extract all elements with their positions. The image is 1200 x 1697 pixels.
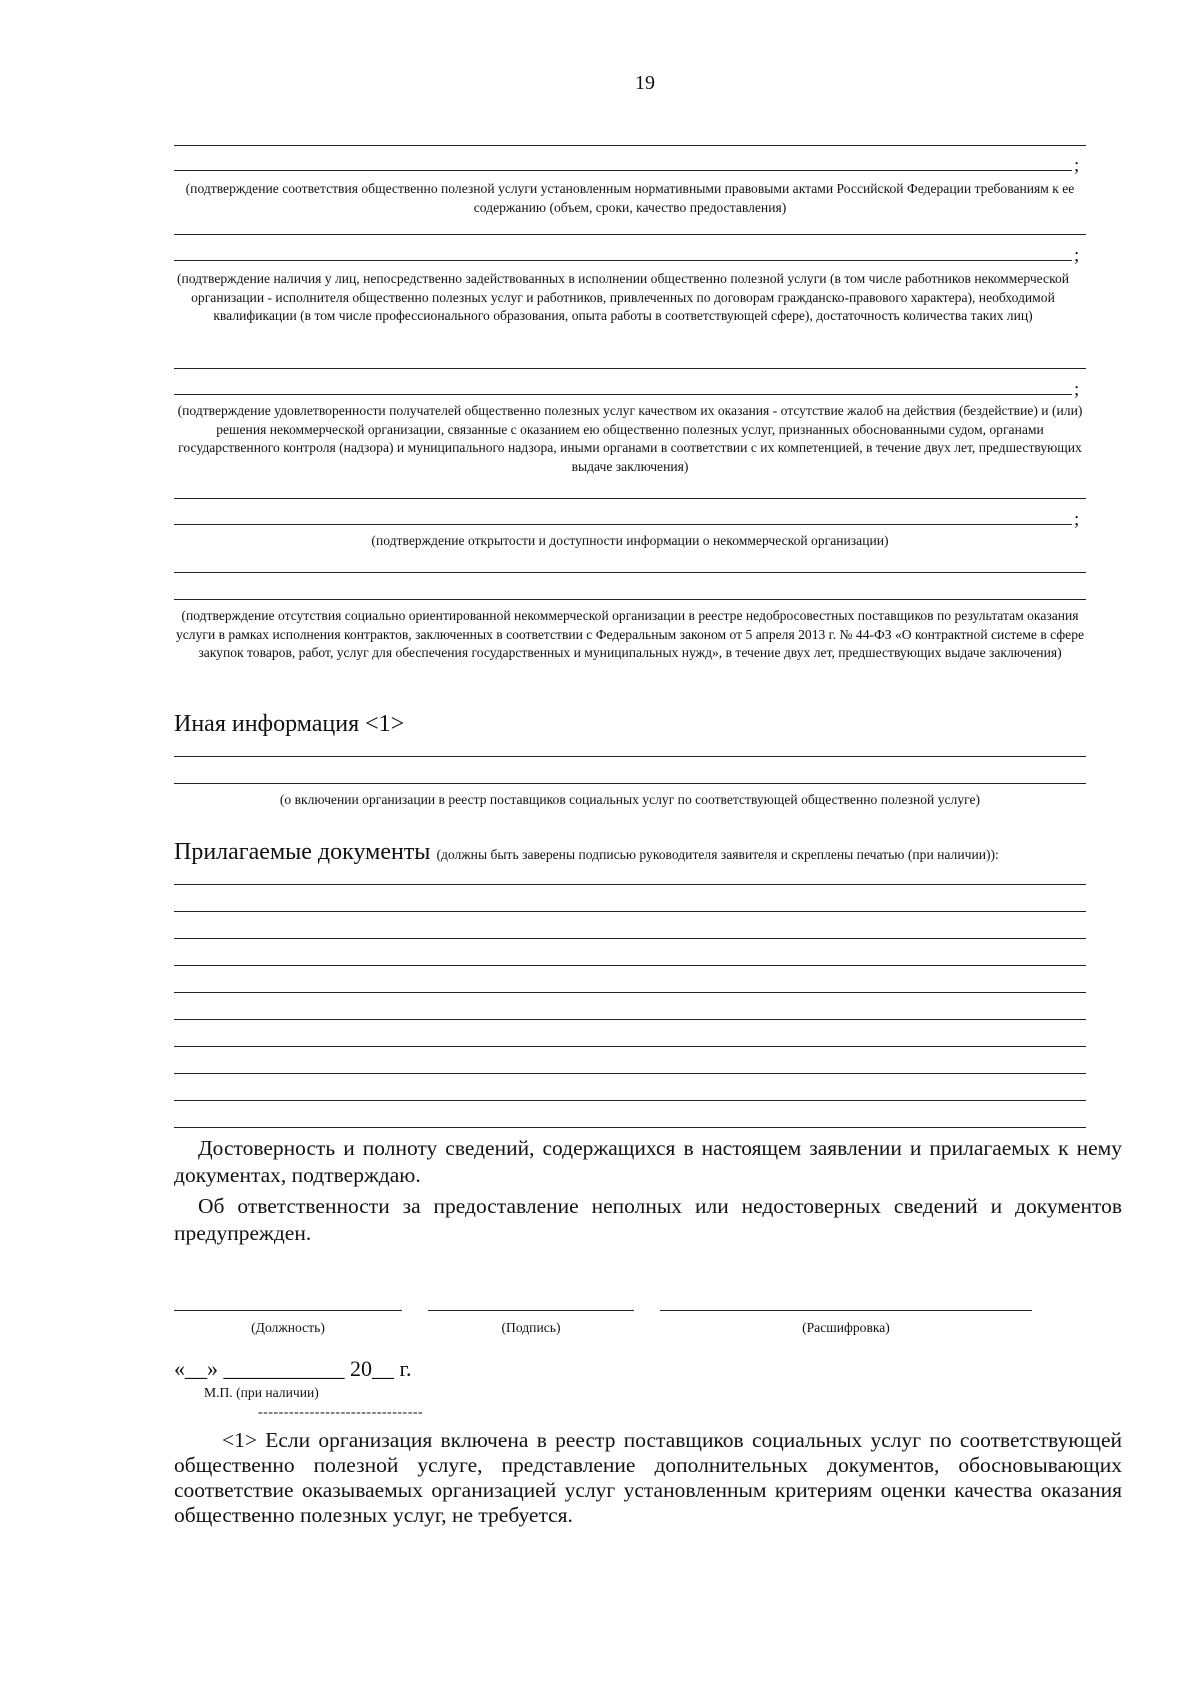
fill-line[interactable] <box>174 884 1086 885</box>
fill-line[interactable] <box>174 524 1072 525</box>
other-info-heading: Иная информация <1> <box>174 711 405 737</box>
fill-line[interactable] <box>174 1127 1086 1128</box>
fill-line[interactable] <box>174 1019 1086 1020</box>
fill-line[interactable] <box>174 992 1086 993</box>
semicolon: ; <box>1074 245 1080 266</box>
page-number: 19 <box>635 72 655 94</box>
caption-unscrupulous-registry: (подтверждение отсутствия социально ориентированной некоммерческой организации в реестре недобросовестных поставщиков по результатам оказания услуги в рамках исполнения контрактов, заключенных в соответствии с Федеральным законом от 5 апреля 2013 г. № 44-ФЗ «О контрактной системе в сфере закупок товаров, работ, услуг для обеспечения государственных и муниципальных нужд», в течение двух лет, предшествующих выдаче заключения) <box>175 608 1085 660</box>
position-line[interactable] <box>174 1310 402 1311</box>
fill-line[interactable] <box>174 368 1086 369</box>
caption-staff-qualification: (подтверждение наличия у лиц, непосредственно задействованных в исполнении общественно полезной услуги (в том числе работников некоммерческой организации - исполнителя общественно полезных услуг и работников, привлеченных по договорам гражданско-правового характера), необходимой квалификации (в том числе профессионального образования, опыта работы в соответствующей сфере), достаточность количества таких лиц) <box>176 271 1070 323</box>
footnote-separator: -------------------------------- <box>258 1405 424 1420</box>
caption-openness: (подтверждение открытости и доступности информации о некоммерческой организации) <box>371 533 889 548</box>
responsibility-paragraph: Об ответственности за предоставление неполных или недостоверных сведений и документов предупрежден. <box>174 1194 1122 1245</box>
semicolon: ; <box>1074 379 1080 400</box>
fill-line[interactable] <box>174 1073 1086 1074</box>
signature-label: (Подпись) <box>501 1320 561 1335</box>
fill-line[interactable] <box>174 572 1086 573</box>
reliability-paragraph: Достоверность и полноту сведений, содержащихся в настоящем заявлении и прилагаемых к нему документах, подтверждаю. <box>174 1136 1122 1187</box>
fill-line[interactable] <box>174 1100 1086 1101</box>
caption-registry-inclusion: (о включении организации в реестр поставщиков социальных услуг по соответствующей общественно полезной услуге) <box>279 792 981 807</box>
fill-line[interactable] <box>174 260 1072 261</box>
semicolon: ; <box>1074 155 1080 176</box>
signature-line[interactable] <box>428 1310 634 1311</box>
fill-line[interactable] <box>174 756 1086 757</box>
fill-line[interactable] <box>174 170 1072 171</box>
fill-line[interactable] <box>174 783 1086 784</box>
fill-line[interactable] <box>174 394 1072 395</box>
position-label: (Должность) <box>251 1320 325 1335</box>
fill-line[interactable] <box>174 234 1086 235</box>
date-line[interactable]: «__» ___________ 20__ г. <box>174 1356 412 1381</box>
semicolon: ; <box>1074 509 1080 530</box>
fill-line[interactable] <box>174 145 1086 146</box>
caption-recipient-satisfaction: (подтверждение удовлетворенности получателей общественно полезных услуг качеством их оказания - отсутствие жалоб на действия (бездействие) и (или) решения некоммерческой организации, связанные с оказанием ею общественно полезных услуг, признанных обоснованными судом, органами государственного контроля (надзора) и муниципального надзора, иными органами в соответствии с их компетенцией, в течение двух лет, предшествующих выдаче заключения) <box>177 403 1083 474</box>
caption-service-compliance: (подтверждение соответствия общественно полезной услуги установленным нормативными правовыми актами Российской Федерации требованиям к ее содержанию (объем, сроки, качество предоставления) <box>185 181 1075 215</box>
attached-docs-heading <box>174 838 999 869</box>
footnote: <1> Если организация включена в реестр поставщиков социальных услуг по соответствующей общественно полезной услуге, представление дополнительных документов, обосновывающих соответствие оказываемых организацией услуг установленным критериям оценки качества оказания общественно полезных услуг, не требуется. <box>174 1428 1122 1527</box>
seal-note: М.П. (при наличии) <box>204 1385 319 1400</box>
decryption-line[interactable] <box>660 1310 1032 1311</box>
attached-docs-note: (должны быть заверены подписью руководителя заявителя и скреплены печатью (при наличии)): <box>436 847 999 862</box>
fill-line[interactable] <box>174 498 1086 499</box>
fill-line[interactable] <box>174 1046 1086 1047</box>
fill-line[interactable] <box>174 938 1086 939</box>
fill-line[interactable] <box>174 599 1086 600</box>
decryption-label: (Расшифровка) <box>802 1320 890 1335</box>
fill-line[interactable] <box>174 965 1086 966</box>
fill-line[interactable] <box>174 911 1086 912</box>
attached-docs-title: Прилагаемые документы <box>174 839 431 865</box>
